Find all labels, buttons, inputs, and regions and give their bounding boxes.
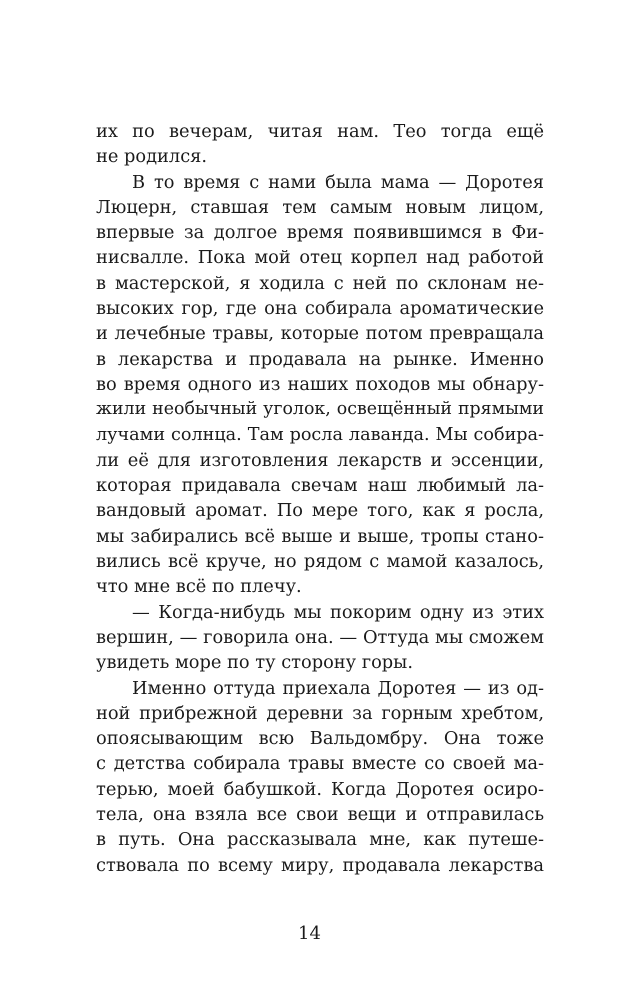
text-line: впервые за долгое время появившимся в Фи- (96, 222, 544, 244)
page-body-text (96, 119, 544, 878)
text-line: в мастерской, я ходила с ней по склонам не- (96, 272, 544, 294)
text-line: В то время с нами была мама — Доротея (132, 171, 544, 193)
text-line: что мне всё по плечу. (96, 576, 302, 598)
text-line: во время одного из наших походов мы обнару- (96, 373, 544, 395)
page-number: 14 (298, 923, 321, 944)
text-line: ной прибрежной деревни за горным хребтом, (96, 702, 544, 724)
text-line: вились всё круче, но рядом с мамой казалось, (96, 551, 544, 573)
text-line: жили необычный уголок, освещённый прямыми (96, 399, 544, 420)
text-line: высоких гор, где она собирала ароматические (96, 298, 544, 320)
text-line: в лекарства и продавала на рынке. Именно (96, 348, 544, 370)
text-line: Именно оттуда приехала Доротея — из од- (132, 677, 544, 699)
text-line: с детства собирала травы вместе со своей ма- (96, 753, 544, 775)
text-line: в путь. Она рассказывала мне, как путеше- (96, 829, 544, 851)
text-line: их по вечерам, читая нам. Тео тогда ещё (96, 121, 544, 142)
text-line: — Когда-нибудь мы покорим одну из этих (132, 601, 544, 623)
text-line: тела, она взяла все свои вещи и отправилась (96, 804, 544, 826)
text-line: ствовала по всему миру, продавала лекарства (96, 854, 544, 876)
text-line: ли её для изготовления лекарств и эссенции, (96, 449, 544, 471)
text-line: лучами солнца. Там росла лаванда. Мы собира- (96, 424, 544, 445)
text-line: вершин, — говорила она. — Оттуда мы сможем (96, 626, 544, 648)
text-line: Люцерн, ставшая тем самым новым лицом, (96, 196, 544, 218)
text-line: которая придавала свечам наш любимый ла- (96, 475, 544, 497)
text-line: не родился. (96, 146, 208, 168)
text-line: терью, моей бабушкой. Когда Доротея осиро- (96, 778, 544, 800)
text-line: опоясывающим всю Вальдомбру. Она тоже (96, 728, 544, 750)
text-line: мы забирались всё выше и выше, тропы стано- (96, 525, 544, 547)
text-line: и лечебные травы, которые потом превращала (96, 323, 544, 345)
text-line: увидеть море по ту сторону горы. (96, 652, 413, 674)
text-line: вандовый аромат. По мере того, как я росла, (96, 500, 544, 522)
text-line: нисвалле. Пока мой отец корпел над работой (96, 247, 544, 269)
